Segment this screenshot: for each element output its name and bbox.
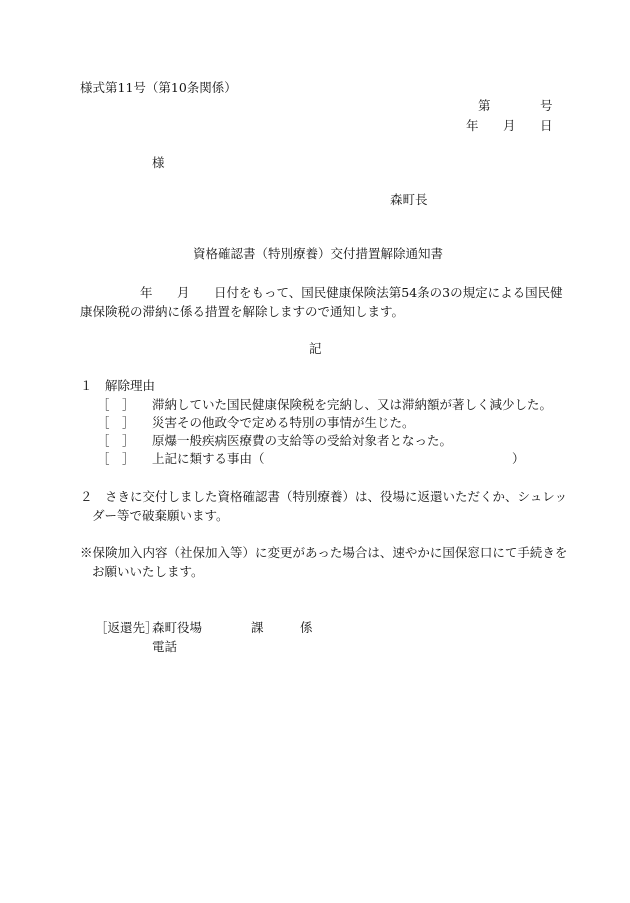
date-year: 年 [466,118,479,133]
date-month: 月 [503,118,516,133]
doc-number-dai: 第 [478,98,491,113]
note-line1: ※保険加入内容（社保加入等）に変更があった場合は、速やかに国保窓口にて手続きを [80,545,568,560]
issuer: 森町長 [390,192,428,207]
note-line2: お願いいたします。 [92,564,204,579]
doc-number-go: 号 [540,98,553,113]
reason-text-3: 原爆一般疾病医療費の支給等の受給対象者となった。 [152,433,453,448]
section2-line2: ダー等で破棄願います。 [92,508,229,523]
return-phone: 電話 [152,639,178,654]
return-kakari: 係 [300,620,313,635]
intro-line2: 康保険税の滞納に係る措置を解除しますので通知します。 [80,304,405,319]
reason-text-2: 災害その他政令で定める特別の事情が生じた。 [152,415,415,430]
reason-checkbox-2[interactable]: ［ ］ [97,415,135,430]
return-office: 森町役場 [152,620,203,635]
intro-line1: 日付をもって、国民健康保険法第54条の3の規定による国民健 [214,285,563,300]
return-label: ［返還先］ [95,620,158,635]
ki-heading: 記 [309,341,322,356]
addressee-suffix: 様 [152,155,165,170]
reason-4-close-paren: ） [512,451,525,466]
reason-checkbox-3[interactable]: ［ ］ [97,433,135,448]
document-title: 資格確認書（特別療養）交付措置解除通知書 [193,246,444,261]
return-ka: 課 [251,620,264,635]
intro-month: 月 [177,285,190,300]
date-day: 日 [540,118,553,133]
intro-year: 年 [140,285,153,300]
reason-checkbox-4[interactable]: ［ ］ [97,451,135,466]
form-number: 様式第11号（第10条関係） [80,80,237,95]
reason-checkbox-1[interactable]: ［ ］ [97,397,135,412]
section2-line1: ２ さきに交付しました資格確認書（特別療養）は、役場に返還いただくか、シュレッ [80,489,568,504]
section1-heading: １ 解除理由 [80,378,156,393]
reason-text-4: 上記に類する事由（ [152,451,265,466]
reason-text-1: 滞納していた国民健康保険税を完納し、又は滞納額が著しく減少した。 [152,397,553,412]
